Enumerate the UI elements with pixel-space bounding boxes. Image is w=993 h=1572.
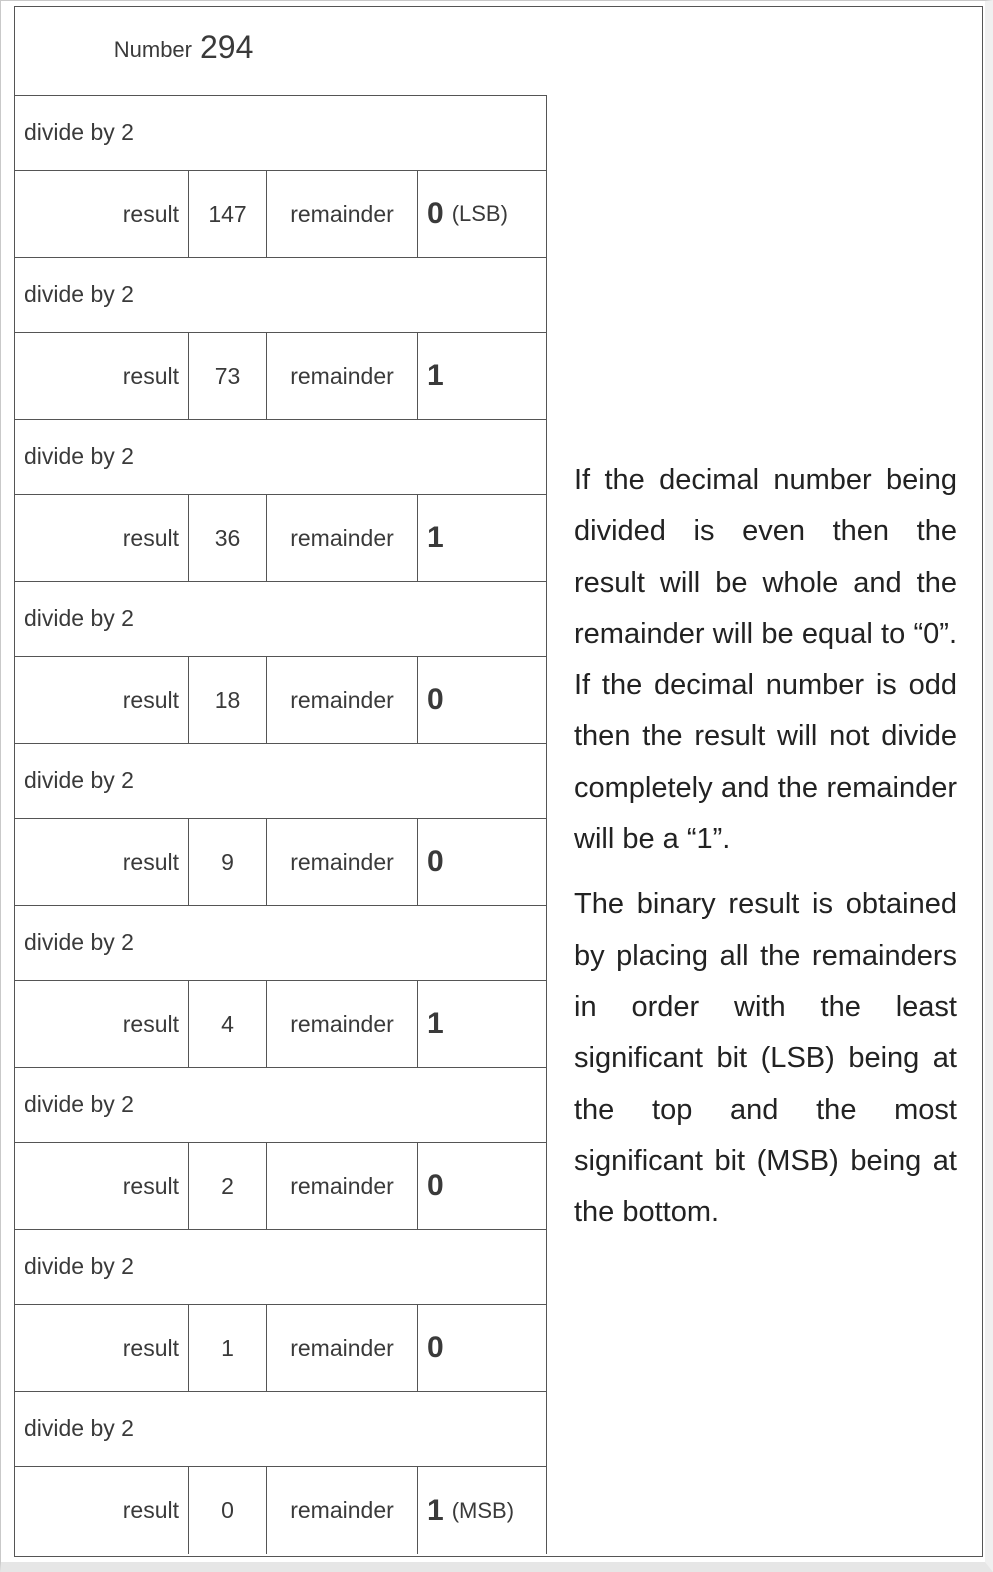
division-step — [15, 906, 546, 1068]
result-label: result — [15, 171, 189, 257]
remainder-bit: 0 — [427, 1169, 444, 1202]
divide-row — [15, 906, 546, 981]
remainder-bit: 0 — [427, 683, 444, 716]
remainder-label: remainder — [267, 171, 418, 257]
remainder-label: remainder — [267, 333, 418, 419]
divide-label: divide by 2 — [24, 929, 134, 955]
explanation-text — [574, 455, 957, 1252]
explanation-paragraph-1: If the decimal number being divided is even then the result will be whole and the remainder will be equal to “0”. If the decimal number is odd then the result will not divide completely and the remainder will be a “1”. — [574, 464, 957, 856]
result-label: result — [15, 333, 189, 419]
remainder-label: remainder — [267, 981, 418, 1067]
divide-label: divide by 2 — [24, 605, 134, 631]
number-row — [15, 7, 546, 95]
divide-label: divide by 2 — [24, 443, 134, 469]
divide-row — [15, 420, 546, 495]
divide-label: divide by 2 — [24, 281, 134, 307]
explanation-paragraph-2: The binary result is obtained by placing all the remainders in order with the least significant bit (LSB) being at the top and the most significant bit (MSB) being at the bottom. — [574, 888, 957, 1229]
divide-row — [15, 1392, 546, 1467]
division-step — [15, 1392, 546, 1554]
result-value: 2 — [189, 1143, 267, 1229]
remainder-bit: 1 — [427, 1493, 444, 1527]
remainder-cell — [418, 1143, 546, 1229]
result-row — [15, 819, 546, 906]
remainder-label: remainder — [267, 819, 418, 905]
remainder-cell — [418, 1467, 546, 1554]
division-steps-table — [15, 95, 547, 1554]
divide-row — [15, 96, 546, 171]
remainder-bit: 0 — [427, 197, 444, 230]
divide-row — [15, 258, 546, 333]
number-label: Number — [113, 37, 192, 62]
number-value: 294 — [200, 29, 254, 65]
divide-label: divide by 2 — [24, 1415, 134, 1441]
result-label: result — [15, 1305, 189, 1391]
division-step — [15, 420, 546, 582]
divide-row — [15, 1230, 546, 1305]
remainder-cell — [418, 981, 546, 1067]
remainder-label: remainder — [267, 657, 418, 743]
result-label: result — [15, 495, 189, 581]
division-step — [15, 1230, 546, 1392]
result-row — [15, 1143, 546, 1230]
remainder-bit: 0 — [427, 845, 444, 878]
remainder-label: remainder — [267, 1143, 418, 1229]
remainder-label: remainder — [267, 1467, 418, 1554]
result-row — [15, 1467, 546, 1554]
bit-significance-note: (MSB) — [451, 1497, 515, 1523]
divide-label: divide by 2 — [24, 1091, 134, 1117]
result-label: result — [15, 819, 189, 905]
division-step — [15, 582, 546, 744]
remainder-cell — [418, 333, 546, 419]
remainder-bit: 1 — [427, 1007, 444, 1040]
result-label: result — [15, 657, 189, 743]
division-step — [15, 1068, 546, 1230]
remainder-label: remainder — [267, 1305, 418, 1391]
result-value: 4 — [189, 981, 267, 1067]
division-step — [15, 744, 546, 906]
result-value: 73 — [189, 333, 267, 419]
bit-significance-note: (LSB) — [451, 201, 508, 226]
result-label: result — [15, 1143, 189, 1229]
remainder-bit: 0 — [427, 1331, 444, 1364]
result-label: result — [15, 981, 189, 1067]
remainder-cell — [418, 819, 546, 905]
result-label: result — [15, 1467, 189, 1554]
remainder-cell — [418, 171, 546, 257]
division-step — [15, 258, 546, 420]
remainder-cell — [418, 657, 546, 743]
result-value: 147 — [189, 171, 267, 257]
result-value: 9 — [189, 819, 267, 905]
divide-row — [15, 1068, 546, 1143]
result-value: 36 — [189, 495, 267, 581]
result-value: 0 — [189, 1467, 267, 1554]
divide-row — [15, 744, 546, 819]
result-value: 1 — [189, 1305, 267, 1391]
divide-label: divide by 2 — [24, 767, 134, 793]
division-step — [15, 96, 546, 258]
remainder-bit: 1 — [427, 521, 444, 554]
remainder-cell — [418, 495, 546, 581]
remainder-bit: 1 — [427, 359, 444, 392]
result-row — [15, 1305, 546, 1392]
divide-label: divide by 2 — [24, 1253, 134, 1279]
result-row — [15, 171, 546, 258]
result-value: 18 — [189, 657, 267, 743]
result-row — [15, 657, 546, 744]
result-row — [15, 333, 546, 420]
divide-row — [15, 582, 546, 657]
divide-label: divide by 2 — [24, 119, 134, 145]
result-row — [15, 981, 546, 1068]
remainder-label: remainder — [267, 495, 418, 581]
conversion-table-container — [14, 6, 983, 1557]
result-row — [15, 495, 546, 582]
remainder-cell — [418, 1305, 546, 1391]
